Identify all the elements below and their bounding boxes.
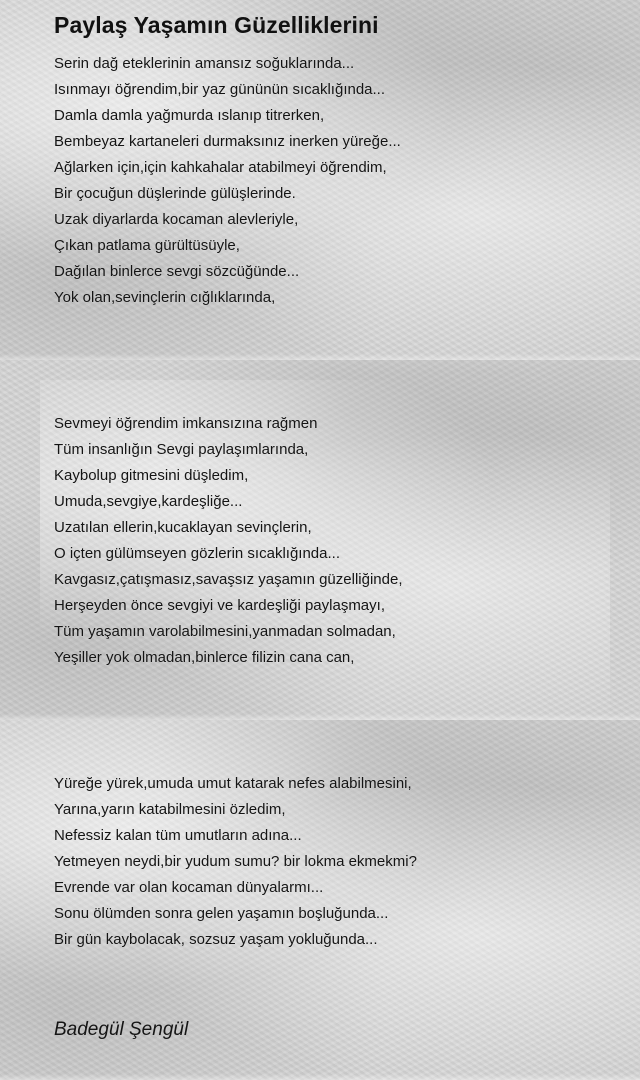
poem-line: O içten gülümseyen gözlerin sıcaklığında...: [54, 545, 340, 562]
poem-line: Kaybolup gitmesini düşledim,: [54, 467, 249, 484]
poem-line: Serin dağ eteklerinin amansız soğuklarında...: [54, 55, 355, 72]
poem-line: Umuda,sevgiye,kardeşliğe...: [54, 493, 243, 510]
poem-line: Tüm yaşamın varolabilmesini,yanmadan solmadan,: [54, 623, 396, 640]
poem-line: Kavgasız,çatışmasız,savaşsız yaşamın güzelliğinde,: [54, 571, 403, 588]
poem-title: Paylaş Yaşamın Güzelliklerini: [54, 12, 379, 38]
poem-line: Herşeyden önce sevgiyi ve kardeşliği paylaşmayı,: [54, 597, 385, 614]
poem-line: Bir çocuğun düşlerinde gülüşlerinde.: [54, 185, 296, 202]
poem-line: Uzak diyarlarda kocaman alevleriyle,: [54, 211, 299, 228]
poem-line: Evrende var olan kocaman dünyalarmı...: [54, 879, 324, 896]
poem-line: Yarına,yarın katabilmesini özledim,: [54, 801, 286, 818]
poem-line: Bembeyaz kartaneleri durmaksınız inerken yüreğe...: [54, 133, 401, 150]
poem-line: Damla damla yağmurda ıslanıp titrerken,: [54, 107, 325, 124]
poem-line: Isınmayı öğrendim,bir yaz gününün sıcaklığında...: [54, 81, 386, 98]
poem-line: Nefessiz kalan tüm umutların adına...: [54, 827, 302, 844]
poem-line: Tüm insanlığın Sevgi paylaşımlarında,: [54, 441, 309, 458]
poem-line: Dağılan binlerce sevgi sözcüğünde...: [54, 263, 300, 280]
poem-line: Uzatılan ellerin,kucaklayan sevinçlerin,: [54, 519, 312, 536]
poem-line: Çıkan patlama gürültüsüyle,: [54, 237, 240, 254]
poem-line: Yüreğe yürek,umuda umut katarak nefes alabilmesini,: [54, 775, 412, 792]
poem-author: Badegül Şengül: [54, 1019, 189, 1040]
stanza-2: [54, 411, 403, 671]
stanza-3: [54, 771, 417, 953]
poem-line: Sonu ölümden sonra gelen yaşamın boşluğunda...: [54, 905, 389, 922]
stanza-1: [54, 51, 401, 311]
poem-line: Ağlarken için,için kahkahalar atabilmeyi öğrendim,: [54, 159, 387, 176]
poem-line: Yetmeyen neydi,bir yudum sumu? bir lokma ekmekmi?: [54, 853, 417, 870]
poem-line: Bir gün kaybolacak, sozsuz yaşam yokluğunda...: [54, 931, 378, 948]
poem-line: Sevmeyi öğrendim imkansızına rağmen: [54, 415, 318, 432]
poem-line: Yok olan,sevinçlerin cığlıklarında,: [54, 289, 276, 306]
poem-line: Yeşiller yok olmadan,binlerce filizin cana can,: [54, 649, 355, 666]
